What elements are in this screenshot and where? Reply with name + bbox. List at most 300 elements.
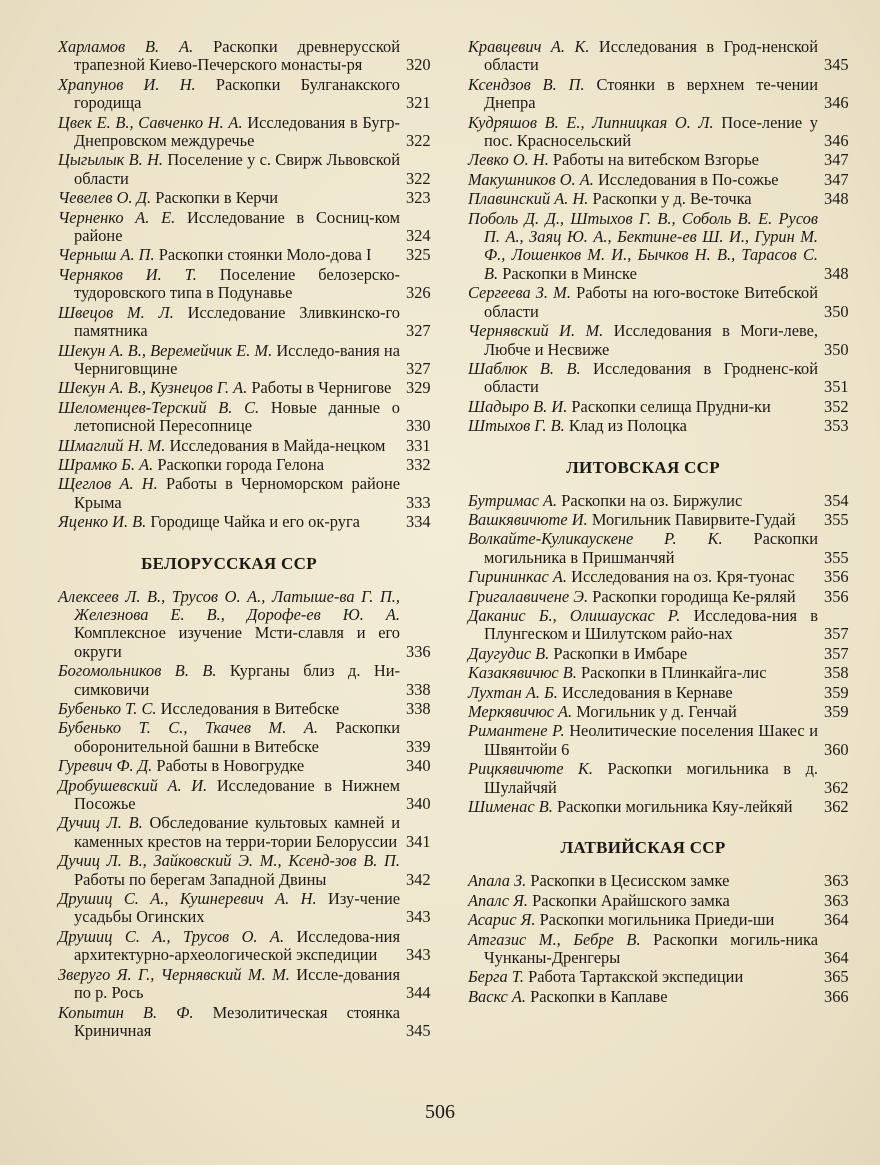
entry-list-belarus-cont (468, 38, 858, 436)
entry-text (468, 417, 818, 435)
index-entry (468, 798, 858, 816)
entry-author: Шаблюк В. В. (468, 358, 581, 378)
entry-author: Левко О. Н. (468, 150, 549, 170)
index-entry (468, 284, 858, 321)
entry-page-number: 346 (824, 131, 849, 151)
entry-page-number: 356 (824, 567, 849, 587)
entry-author: Швецов М. Л. (58, 302, 174, 322)
index-entry (58, 757, 440, 775)
entry-title: Новые данные о летописной Пересопнице (74, 397, 400, 436)
entry-title: Неолитические поселения Шакес и Швянтойи 6 (484, 721, 818, 759)
entry-page-number: 341 (406, 831, 431, 851)
index-entry (468, 322, 858, 359)
index-entry (468, 588, 858, 606)
entry-text (468, 722, 818, 759)
entry-text (468, 360, 818, 397)
entry-author: Храпунов И. Н. (58, 74, 196, 94)
entry-title: Городище Чайка и его ок-руга (150, 512, 360, 532)
entry-text (468, 968, 818, 986)
index-entry (468, 360, 858, 397)
entry-page-number: 327 (406, 321, 431, 341)
index-entry (468, 607, 858, 644)
entry-text (58, 379, 400, 397)
entry-page-number: 336 (406, 641, 431, 661)
entry-page-number: 364 (824, 910, 849, 930)
section-heading-belarus: БЕЛОРУССКАЯ ССР (141, 553, 317, 573)
index-entry (468, 988, 858, 1006)
entry-author: Лухтан А. Б. (468, 682, 558, 702)
entry-title: Раскопки могильника Приеди-ши (539, 910, 775, 930)
entry-text (468, 114, 818, 151)
index-entry (468, 530, 858, 567)
entry-page-number: 357 (824, 624, 849, 644)
entry-page-number: 359 (824, 702, 849, 721)
entry-title: Курганы близ д. Ни-симковичи (74, 661, 400, 699)
entry-title: Могильник Павирвите-Гудай (591, 509, 796, 529)
entry-author: Шименас В. (468, 797, 553, 817)
entry-text (468, 760, 818, 797)
index-entry (58, 76, 440, 113)
entry-title: Работа Тартакской экспедиции (528, 967, 744, 987)
entry-title: Изу-чение усадьбы Огинских (74, 889, 400, 927)
entry-text (468, 284, 818, 321)
entry-text (468, 911, 818, 929)
entry-page-number: 348 (824, 263, 849, 283)
index-entry (468, 417, 858, 435)
entry-author: Цыгылык В. Н. (58, 150, 164, 170)
index-entry (58, 437, 440, 455)
entry-title: Исследования в Витебске (160, 699, 340, 718)
entry-text (468, 607, 818, 644)
entry-page-number: 327 (406, 358, 431, 378)
entry-text (468, 568, 818, 586)
entry-author: Друшиц С. А., Трусов О. А. (58, 926, 285, 946)
entry-page-number: 363 (824, 871, 849, 891)
entry-author: Яценко И. В. (58, 512, 147, 532)
index-entry (58, 342, 440, 379)
entry-author: Ксендзов В. П. (468, 74, 585, 94)
entry-page-number: 322 (406, 131, 431, 151)
index-entry (58, 475, 440, 512)
index-entry (468, 114, 858, 151)
entry-page-number: 321 (406, 93, 431, 113)
entry-author: Макушников О. А. (468, 169, 594, 189)
entry-author: Шмаглий Н. М. (58, 435, 166, 455)
entry-page-number: 366 (824, 986, 849, 1006)
entry-list-lithuania (468, 492, 858, 817)
entry-text (58, 1004, 400, 1041)
entry-page-number: 350 (824, 339, 849, 359)
entry-title: Раскопки могильника в д. Шулайчяй (484, 759, 819, 797)
entry-author: Гуревич Ф. Д. (58, 756, 153, 776)
entry-page-number: 351 (824, 377, 849, 397)
entry-author: Гирининкас А. (468, 567, 567, 587)
entry-title: Комплексное изучение Мсти-славля и его округи (74, 623, 400, 661)
entry-page-number: 358 (824, 663, 849, 683)
entry-page-number: 323 (406, 188, 431, 208)
entry-page-number: 340 (406, 756, 431, 776)
entry-text (58, 852, 400, 889)
entry-page-number: 325 (406, 245, 431, 265)
entry-text (58, 475, 400, 512)
index-entry (468, 190, 858, 208)
entry-title: Раскопки в Цесисском замке (530, 871, 730, 891)
entry-author: Кудряшов В. Е., Липницкая О. Л. (468, 112, 714, 132)
entry-text (58, 246, 400, 264)
entry-author: Дучиц Л. В., Зайковский Э. М., Ксенд-зов В. П. (58, 851, 400, 871)
entry-author: Бубенько Т. С. (58, 699, 157, 718)
index-entry (468, 38, 858, 75)
index-entry (468, 645, 858, 663)
entry-author: Шекун А. В., Кузнецов Г. А. (58, 378, 248, 398)
index-entry (468, 892, 858, 910)
index-entry (58, 456, 440, 474)
entry-page-number: 338 (406, 679, 431, 699)
entry-author: Меркявичюс А. (468, 702, 573, 721)
entry-title: Раскопки в Каплаве (530, 986, 668, 1006)
entry-page-number: 339 (406, 736, 431, 756)
index-entry (58, 890, 440, 927)
entry-page-number: 359 (824, 682, 849, 702)
page-number: 506 (425, 1101, 455, 1123)
entry-title: Работы по берегам Западной Двины (74, 869, 327, 889)
entry-text (468, 872, 818, 890)
entry-title: Исследования в По-сожье (597, 169, 779, 189)
entry-text (58, 437, 400, 455)
entry-page-number: 347 (824, 169, 849, 189)
entry-page-number: 363 (824, 890, 849, 910)
index-entry (58, 1004, 440, 1041)
entry-author: Берга Т. (468, 967, 525, 987)
entry-text (468, 703, 818, 721)
entry-author: Поболь Д. Д., Штыхов Г. В., Соболь В. Е. Русов П. А., Заяц Ю. А., Бектине-ев Ш. И., Гурин М. Ф., Лошенков М. И., Бычков Н. В., Тарасов С. В. (468, 208, 818, 283)
index-entry (58, 379, 440, 397)
entry-title: Раскопки в Плинкайга-лис (581, 663, 767, 683)
entry-text (468, 684, 818, 702)
entry-author: Чевелев О. Д. (58, 188, 152, 208)
entry-page-number: 338 (406, 699, 431, 718)
entry-title: Исследования в Грод-ненской области (484, 37, 818, 75)
index-entry (58, 513, 440, 531)
entry-text (58, 513, 400, 531)
entry-author: Черныш А. П. (58, 245, 155, 265)
entry-title: Раскопки могиль-ника Чунканы-Дренгеры (484, 929, 818, 968)
index-entry (58, 266, 440, 303)
entry-title: Поселение у с. Свирж Львовской области (74, 150, 400, 188)
entry-list-belarus (58, 588, 440, 1041)
index-entry (468, 568, 858, 586)
index-entry (468, 398, 858, 416)
entry-title: Раскопки древнерусской трапезной Киево-Печерского монасты-ря (74, 37, 400, 75)
entry-page-number: 340 (406, 794, 431, 814)
entry-title: Раскопки селища Прудни-ки (571, 396, 771, 416)
entry-text (58, 719, 400, 756)
entry-page-number: 346 (824, 93, 849, 113)
entry-text (58, 304, 400, 341)
entry-text (58, 342, 400, 379)
entry-page-number: 344 (406, 983, 431, 1003)
entry-page-number: 329 (406, 378, 431, 398)
entry-title: Раскопки могильника в Пришманчяй (484, 529, 818, 567)
entry-author: Васкс А. (468, 986, 527, 1006)
entry-author: Волкайте-Куликаускене Р. К. (468, 529, 723, 549)
entry-author: Щеглов А. Н. (58, 474, 158, 494)
entry-author: Копытин В. Ф. (58, 1002, 194, 1022)
index-entry (58, 38, 440, 75)
entry-title: Исследования на оз. Кря-туонас (571, 567, 795, 587)
index-entry (468, 931, 858, 968)
entry-text (468, 322, 818, 359)
entry-title: Раскопки могильника Кяу-лейкяй (556, 797, 793, 817)
section-heading-lithuania: ЛИТОВСКАЯ ССР (566, 457, 720, 477)
entry-author: Апала З. (468, 871, 527, 891)
entry-author: Шрамко Б. А. (58, 454, 154, 474)
entry-page-number: 333 (406, 492, 431, 512)
entry-title: Исследования в Гродненс-кой области (484, 358, 818, 397)
entry-page-number: 332 (406, 454, 431, 474)
entry-page-number: 362 (824, 777, 849, 797)
entry-page-number: 343 (406, 907, 431, 927)
entry-text (468, 988, 818, 1006)
entry-author: Плавинский А. Н. (468, 189, 589, 209)
entry-title: Клад из Полоцка (568, 416, 687, 436)
entry-title: Исследования в Майда-нецком (169, 435, 386, 455)
entry-text (58, 266, 400, 303)
entry-page-number: 360 (824, 739, 849, 759)
entry-title: Раскопки городища Ке-ряляй (592, 586, 796, 606)
entry-author: Штыхов Г. В. (468, 416, 565, 436)
entry-author: Зверуго Я. Г., Чернявский М. М. (58, 964, 290, 984)
entry-page-number: 320 (406, 55, 431, 75)
entry-text (468, 664, 818, 682)
entry-author: Дробушевский А. И. (58, 775, 208, 795)
entry-author: Бубенько Т. С., Ткачев М. А. (58, 718, 318, 738)
entry-page-number: 357 (824, 643, 849, 663)
entry-page-number: 362 (824, 797, 849, 817)
entry-author: Черненко А. Е. (58, 207, 176, 227)
index-entry (58, 246, 440, 264)
entry-author: Шекун А. В., Веремейчик Е. М. (58, 340, 273, 360)
entry-page-number: 347 (824, 150, 849, 170)
entry-title: Раскопки в Имбаре (553, 643, 688, 663)
entry-author: Даканис Б., Олишаускас Р. (468, 605, 681, 625)
entry-title: Исследова-ния в Плунгеском и Шилутском райо-нах (484, 605, 818, 644)
index-entry (58, 719, 440, 756)
entry-title: Исследование в Сосниц-ком районе (74, 207, 400, 246)
entry-author: Кравцевич А. К. (468, 37, 590, 56)
entry-page-number: 356 (824, 586, 849, 606)
entry-text (58, 209, 400, 246)
entry-text (468, 492, 818, 510)
entry-page-number: 355 (824, 547, 849, 567)
entry-text (468, 931, 818, 968)
entry-page-number: 365 (824, 967, 849, 987)
entry-title: Раскопки Арайшского замка (532, 890, 730, 910)
entry-text (58, 928, 400, 965)
entry-author: Сергеева З. М. (468, 283, 571, 303)
entry-title: Раскопки стоянки Моло-дова I (158, 245, 372, 265)
entry-text (468, 511, 818, 529)
index-entry (468, 684, 858, 702)
index-entry (468, 968, 858, 986)
entry-author: Богомольников В. В. (58, 661, 217, 681)
entry-title: Исследования в Бугр-Днепровском междуречье (74, 112, 400, 151)
index-entry (468, 76, 858, 113)
index-entry (58, 700, 440, 718)
entry-text (468, 171, 818, 189)
entry-author: Вашкявичюте И. (468, 509, 588, 529)
entry-text (468, 398, 818, 416)
entry-page-number: 330 (406, 416, 431, 436)
entry-author: Асарис Я. (468, 910, 536, 930)
entry-text (58, 189, 400, 207)
entry-author: Друшиц С. А., Кушнеревич А. Н. (58, 889, 317, 909)
index-entry (58, 209, 440, 246)
entry-author: Атгазис М., Бебре В. (468, 929, 641, 949)
entry-text (468, 892, 818, 910)
entry-author: Апалс Я. (468, 890, 528, 910)
entry-title: Стоянки в верхнем те-чении Днепра (484, 74, 818, 113)
index-entry (468, 664, 858, 682)
entry-text (58, 966, 400, 1003)
entry-author: Алексеев Л. В., Трусов О. А., Латыше-ва Г. П., Железнова Е. В., Дорофе-ев Ю. А. (58, 586, 400, 624)
entry-page-number: 322 (406, 168, 431, 188)
entry-title: Раскопки в Керчи (155, 188, 279, 208)
entry-text (468, 645, 818, 663)
entry-author: Римантене Р. (468, 721, 565, 741)
entry-text (468, 588, 818, 606)
entry-title: Раскопки на оз. Биржулис (561, 490, 743, 510)
entry-text (58, 38, 400, 75)
entry-text (58, 456, 400, 474)
index-entry (468, 171, 858, 189)
index-entry (468, 872, 858, 890)
entry-page-number: 348 (824, 189, 849, 209)
entry-title: Поселение белозерско-тудоровского типа в Подунавье (74, 264, 400, 303)
entry-title: Работы в Чернигове (251, 378, 392, 398)
entry-title: Исследование Зливкинско-го памятника (74, 302, 400, 341)
index-entry (468, 722, 858, 759)
entry-page-number: 353 (824, 416, 849, 436)
index-entry (58, 777, 440, 814)
entry-author: Рицкявичюте К. (468, 759, 593, 779)
entry-author: Шадыро В. И. (468, 396, 568, 416)
entry-title: Могильник у д. Генчай (576, 702, 737, 721)
entry-author: Даугудис В. (468, 643, 550, 663)
entry-text (468, 798, 818, 816)
entry-title: Посе-ление у пос. Красносельский (484, 112, 818, 151)
index-entry (58, 814, 440, 851)
entry-title: Обследование культовых камней и каменных крестов на терри-тории Белоруссии (74, 813, 400, 851)
entry-text (58, 757, 400, 775)
entry-page-number: 350 (824, 301, 849, 321)
entry-title: Исследова-ния архитектурно-археологической экспедиции (74, 926, 400, 965)
entry-text (58, 890, 400, 927)
entry-author: Цвек Е. В., Савченко Н. А. (58, 112, 243, 132)
entry-text (58, 588, 400, 662)
right-column (468, 38, 858, 1007)
entry-text (468, 151, 818, 169)
entry-text (468, 38, 818, 75)
entry-page-number: 355 (824, 509, 849, 529)
left-column (58, 38, 440, 1041)
entry-author: Чернявский И. М. (468, 321, 604, 341)
entry-page-number: 345 (406, 1020, 431, 1040)
entry-text (58, 76, 400, 113)
entry-text (58, 662, 400, 699)
entry-text (468, 210, 818, 284)
entry-text (58, 700, 400, 718)
entry-page-number: 326 (406, 283, 431, 303)
index-entry (58, 114, 440, 151)
entry-page-number: 364 (824, 948, 849, 968)
index-entry (58, 966, 440, 1003)
entry-title: Исследования в Кернаве (561, 682, 733, 702)
entry-text (468, 530, 818, 567)
entry-author: Григалавичене Э. (468, 586, 589, 606)
entry-author: Дучиц Л. В. (58, 813, 143, 833)
entry-text (468, 76, 818, 113)
entry-author: Харламов В. А. (58, 37, 194, 56)
entry-title: Раскопки оборонительной башни в Витебске (74, 718, 400, 756)
index-entry (58, 852, 440, 889)
entry-title: Исследо-вания на Черниговщине (74, 340, 400, 378)
entry-list-latvia (468, 872, 858, 1006)
index-entry (58, 399, 440, 436)
entry-page-number: 352 (824, 396, 849, 416)
entry-page-number: 324 (406, 226, 431, 246)
index-entry (58, 189, 440, 207)
entry-page-number: 334 (406, 512, 431, 532)
entry-title: Раскопки у д. Ве-точка (592, 189, 752, 209)
entry-title: Работы на витебском Взгорье (552, 150, 759, 170)
entry-title: Раскопки города Гелона (157, 454, 325, 474)
index-entry (468, 911, 858, 929)
entry-title: Работы в Черноморском районе Крыма (74, 474, 400, 512)
entry-title: Работы на юго-востоке Витебской области (484, 283, 818, 321)
index-entry (58, 151, 440, 188)
entry-page-number: 343 (406, 945, 431, 965)
index-entry (468, 511, 858, 529)
index-entry (58, 304, 440, 341)
index-entry (468, 760, 858, 797)
entry-title: Работы в Новогрудке (156, 756, 305, 776)
entry-title: Мезолитическая стоянка Криничная (74, 1002, 401, 1040)
entry-title: Раскопки в Минске (502, 263, 637, 283)
entry-page-number: 331 (406, 435, 431, 455)
index-entry (468, 151, 858, 169)
entry-text (58, 114, 400, 151)
index-entry (58, 662, 440, 699)
entry-page-number: 342 (406, 869, 431, 889)
entry-title: Исследования в Моги-леве, Любче и Несвиже (484, 321, 818, 359)
entry-page-number: 345 (824, 55, 849, 75)
index-entry (468, 210, 858, 284)
entry-text (58, 151, 400, 188)
entry-title: Иссле-дования по р. Рось (74, 964, 400, 1003)
entry-text (468, 190, 818, 208)
section-heading-latvia: ЛАТВИЙСКАЯ ССР (560, 838, 726, 858)
entry-title: Исследование в Нижнем Посожье (74, 775, 401, 814)
entry-title: Раскопки Булганакского городища (74, 74, 400, 113)
index-entry (468, 703, 858, 721)
index-entry (58, 928, 440, 965)
entry-list-ukraine (58, 38, 440, 532)
entry-author: Бутримас А. (468, 490, 558, 510)
entry-page-number: 354 (824, 490, 849, 510)
entry-author: Шеломенцев-Терский В. С. (58, 397, 260, 417)
entry-text (58, 399, 400, 436)
